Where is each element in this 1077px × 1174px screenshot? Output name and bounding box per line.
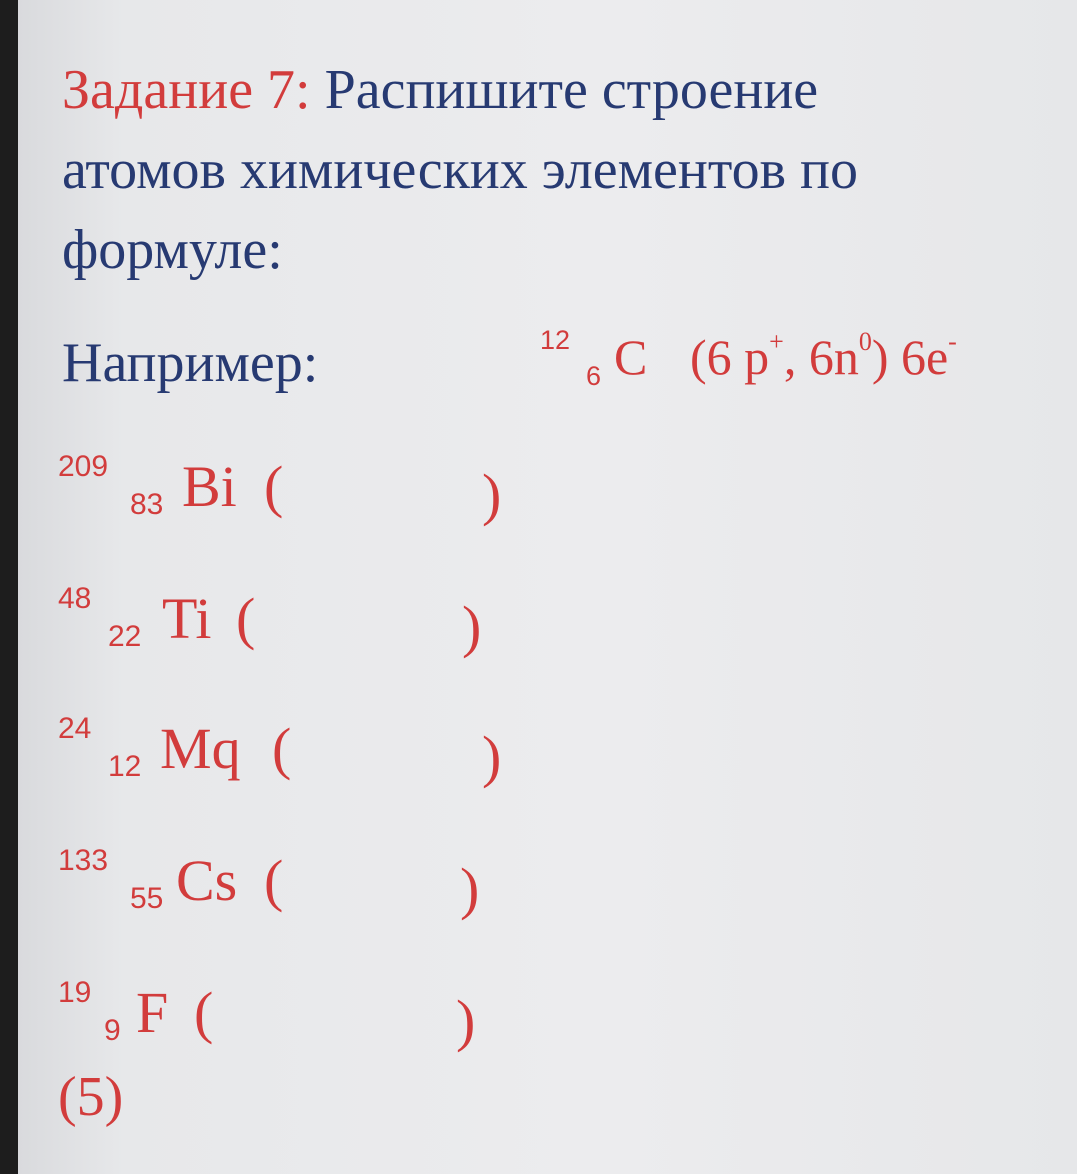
atomic-number: 55 — [130, 882, 164, 915]
example-protons: (6 p — [690, 329, 770, 385]
mass-number: 209 — [58, 450, 109, 483]
element-row-ti — [58, 584, 658, 674]
element-row-mq — [58, 714, 658, 804]
mass-number: 48 — [58, 582, 92, 615]
atomic-number: 22 — [108, 620, 142, 653]
close-bracket: ) — [460, 856, 480, 921]
example-electrons: ) 6e — [871, 329, 949, 385]
open-bracket: ( — [194, 980, 214, 1045]
proton-charge: + — [769, 327, 784, 356]
atomic-number: 83 — [130, 488, 164, 521]
element-symbol: Bi — [182, 454, 237, 519]
task-heading-line-3: формуле: — [62, 219, 283, 281]
mass-number: 24 — [58, 712, 92, 745]
element-symbol: Ti — [162, 586, 212, 651]
example-mass-number: 12 — [540, 325, 571, 355]
element-symbol: F — [136, 980, 169, 1045]
atomic-number: 9 — [104, 1014, 121, 1047]
element-row-cs — [58, 846, 658, 936]
worksheet — [18, 0, 1077, 1174]
example-label: Например: — [62, 332, 319, 394]
task-heading — [62, 50, 1062, 290]
task-number: Задание 7: — [62, 59, 311, 121]
element-row-bi — [58, 452, 658, 542]
element-symbol: Mq — [160, 716, 241, 781]
close-bracket: ) — [456, 988, 476, 1053]
element-row-f — [58, 978, 658, 1068]
close-bracket: ) — [482, 462, 502, 527]
open-bracket: ( — [272, 716, 292, 781]
atomic-number: 12 — [108, 750, 142, 783]
example-element-symbol: C — [614, 329, 648, 385]
element-symbol: Cs — [176, 848, 238, 913]
open-bracket: ( — [264, 848, 284, 913]
task-instruction: Распишите строение — [310, 59, 819, 121]
neutron-charge: 0 — [858, 327, 872, 356]
open-bracket: ( — [264, 454, 284, 519]
points-value: (5) — [58, 1066, 124, 1128]
task-heading-line-1 — [62, 50, 1062, 130]
example-atomic-number: 6 — [586, 361, 602, 391]
example-particles — [690, 322, 957, 392]
electron-charge: - — [948, 327, 957, 356]
mass-number: 133 — [58, 844, 109, 877]
task-heading-line-2: атомов химических элементов по — [62, 139, 859, 201]
close-bracket: ) — [482, 724, 502, 789]
example-neutrons: , 6n — [783, 329, 859, 385]
close-bracket: ) — [462, 594, 482, 659]
mass-number: 19 — [58, 976, 92, 1009]
open-bracket: ( — [236, 586, 256, 651]
